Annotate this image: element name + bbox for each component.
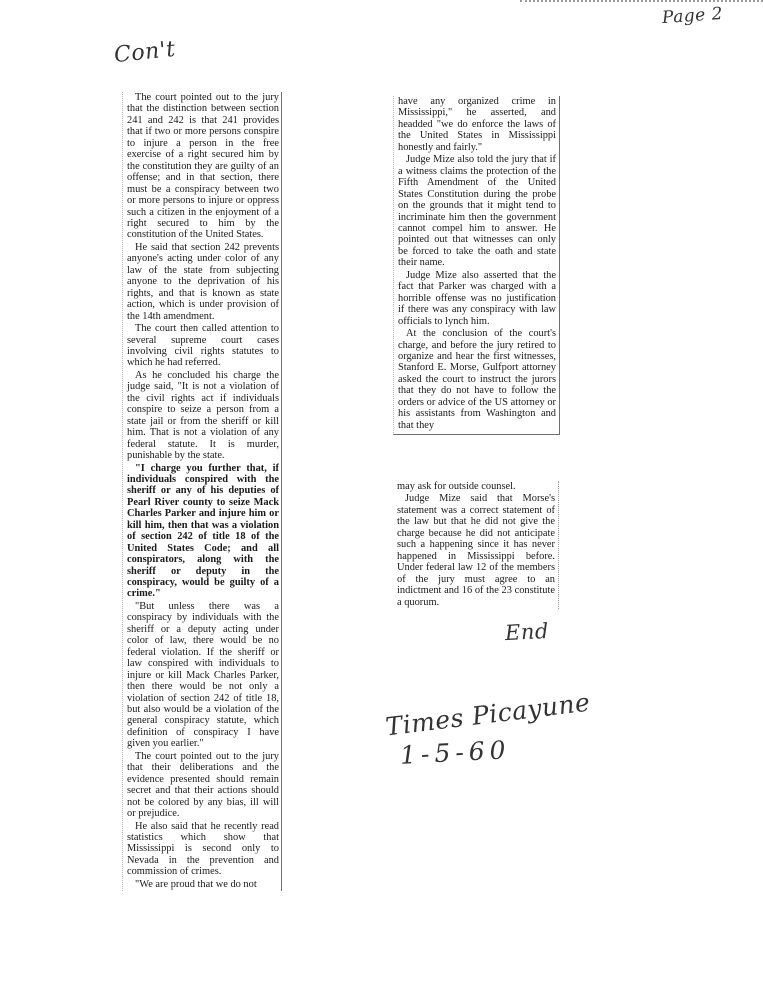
article-column-right-top bbox=[393, 96, 560, 435]
scan-edge-dots bbox=[520, 0, 763, 6]
article-paragraph: He also said that he recently read statistics which show that Mississippi is second only to Nevada in the prevention and commission of crimes. bbox=[127, 820, 279, 878]
article-column-right-bottom bbox=[393, 481, 559, 609]
article-paragraph: "We are proud that we do not bbox=[135, 878, 257, 890]
article-paragraph: Judge Mize also told the jury that if a witness claims the protection of the Fifth Amendment of the United States Constitution during the probe on the grounds that it might tend to incriminate him then the government cannot compel him to answer. He pointed out that witnesses can only be forced to take the oath and state their name. bbox=[398, 154, 556, 269]
article-paragraph: "But unless there was a conspiracy by individuals with the sheriff or a deputy acting under color of law, there would be no federal violation. If the sheriff or law conspired with individuals to injure or kill Mack Charles Parker, then there would be not only a violation of section 242 of title 18, but also would be a violation of the general conspiracy statute, which definition of conspiracy I have given you earlier." bbox=[127, 600, 279, 750]
handwritten-continued-note: Con't bbox=[112, 36, 177, 69]
article-paragraph: As he concluded his charge the judge said, "It is not a violation of the civil rights act if individuals conspire to seize a person from a state jail or from the sheriff or kill him. That is not a violation of any federal statute. It is murder, punishable by the state. bbox=[127, 369, 279, 462]
article-column-left bbox=[122, 92, 282, 891]
article-paragraph: "I charge you further that, if individuals conspired with the sheriff or any of his deputies of Pearl River county to seize Mack Charles Parker and injure him or kill him, then that was a violation of section 242 of title 18 of the United States Code; and all conspirators, along with the sheriff or deputy in the conspiracy, would be guilty of a crime." bbox=[127, 462, 279, 600]
handwritten-date-note: 1-5-60 bbox=[399, 735, 512, 770]
article-paragraph: He said that section 242 prevents anyone's acting under color of any law of the state from subjecting anyone to the deprivation of his rights, and that is known as state action, which is under provision of the 14th amendment. bbox=[127, 241, 279, 322]
handwritten-page-number: Page 2 bbox=[661, 3, 724, 29]
article-paragraph: may ask for outside counsel. bbox=[397, 481, 516, 492]
article-paragraph: Judge Mize said that Morse's statement was a correct statement of the law but that he did not give the charge because he did not anticipate such a happening since it has never happened in Mississippi before. Under federal law 12 of the members of the jury must agree to an indictment and 16 of the 23 constitute a quorum. bbox=[397, 493, 555, 608]
article-paragraph: The court pointed out to the jury that the distinction between section 241 and 242 is that 241 provides that if two or more persons conspire to injure a person in the free exercise of a right secured him by the constitution they are guilty of an offense; and in that section, there must be a conspiracy between two or more persons to injure or oppress such a citizen in the enjoyment of a right secured to him by the constitution of the United States. bbox=[127, 92, 279, 241]
article-paragraph: have any organized crime in Mississippi," he asserted, and headded "we do enforce the laws of the United States in Mississippi honestly and fairly." bbox=[398, 96, 556, 153]
article-paragraph: The court pointed out to the jury that their deliberations and the evidence presented should remain secret and that their actions should not be colored by any bias, ill will or prejudice. bbox=[127, 750, 279, 820]
handwritten-end-note: End bbox=[504, 618, 550, 646]
article-paragraph: Judge Mize also asserted that the fact that Parker was charged with a horrible offense was no justification if there was any conspiracy with law officials to lynch him. bbox=[398, 269, 556, 327]
handwritten-source-note: Times Picayune bbox=[383, 687, 592, 742]
article-paragraph: The court then called attention to several supreme court cases involving civil rights statutes to which he had referred. bbox=[127, 323, 279, 369]
article-paragraph: At the conclusion of the court's charge, and before the jury retired to organize and hear the first witnesses, Stanford E. Morse, Gulfport attorney asked the court to instruct the jurors that they do not have to follow the orders or advice of the US attorney or his assistants from Washington and that they bbox=[398, 328, 556, 431]
